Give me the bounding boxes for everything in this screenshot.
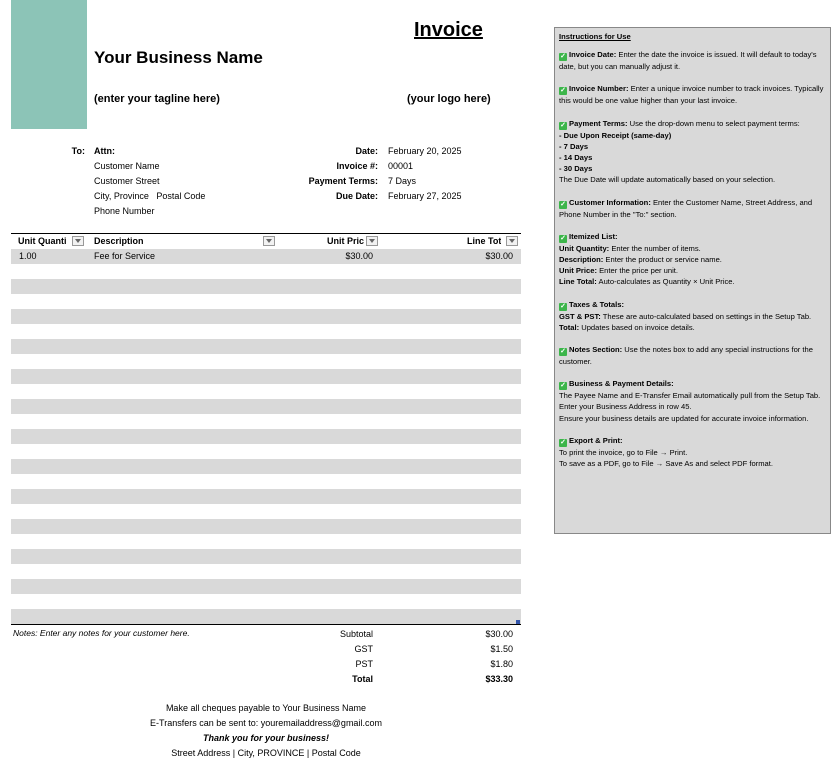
instr-heading: Notes Section: [569,345,623,355]
instr-customer-info [559,197,826,220]
export-line: To print the invoice, go to File → Print. [559,447,688,457]
date-label: Date: [355,146,378,156]
instr-notes [559,344,826,367]
item-val: Enter the number of items. [609,243,701,253]
itemized-line [559,265,826,276]
table-row-band[interactable] [11,429,521,444]
footer-thanks: Thank you for your business! [202,733,330,743]
item-key: Unit Quantity: [559,243,610,253]
tax-val: These are auto-calculated based on settings in the Setup Tab. [600,311,812,321]
tax-key: GST & PST: [559,311,601,321]
customer-city-cell[interactable]: City, Province Postal Code [94,191,206,201]
instr-export [559,435,826,469]
bill-to-block [94,144,205,219]
instr-body: Enter the Customer Name, Street Address, and Phone Number in the "To:" section. [559,197,813,219]
table-row-band[interactable] [11,579,521,594]
itemized-line [559,276,826,287]
table-row-band[interactable] [11,459,521,474]
table-resize-handle[interactable] [516,620,520,624]
row-description[interactable]: Fee for Service [94,251,156,261]
terms-option: - 7 Days [559,141,589,151]
instr-body: Use the notes box to add any special instructions for the customer. [559,345,813,367]
footer-cheques: Make all cheques payable to Your Business Name [165,703,367,713]
subtotal-value: $30.00 [485,629,513,639]
business-line: The Payee Name and E-Transfer Email automatically pull from the Setup Tab. Enter your Business Address in row 45. [559,391,821,412]
checkmark-icon: ✓ [560,438,566,446]
instructions-title: Instructions for Use [559,32,631,41]
meta-labels [280,144,378,204]
subtotal-label: Subtotal [339,629,373,639]
pst-value: $1.80 [490,659,513,669]
instr-body: Enter a unique invoice number to track invoices. Typically this would be one value higher than your last invoice. [559,84,824,106]
checkmark-icon: ✓ [560,348,566,356]
terms-note: The Due Date will update automatically based on your selection. [559,175,776,185]
instr-heading: Itemized List: [569,231,618,241]
instructions-panel [554,27,831,534]
item-key: Line Total: [559,277,597,287]
table-header [11,233,521,250]
totals-values [440,627,513,687]
filter-dropdown-icon[interactable] [506,236,518,246]
customer-phone-cell[interactable]: Phone Number [94,206,155,216]
gst-label: GST [354,644,373,654]
invoice-number-label: Invoice #: [336,161,378,171]
item-val: Enter the product or service name. [603,255,722,265]
due-date-cell: February 27, 2025 [388,191,462,201]
to-label: To: [71,146,85,156]
pst-label: PST [355,659,373,669]
table-row-band[interactable] [11,339,521,354]
tax-line [559,322,826,333]
filter-dropdown-icon[interactable] [263,236,275,246]
instr-heading: Invoice Number: [569,84,629,94]
checkmark-icon: ✓ [560,200,566,208]
instr-invoice-date [559,49,826,72]
total-label: Total [352,674,373,684]
brand-color-block [11,0,87,129]
footer [96,701,436,761]
item-val: Auto-calculates as Quantity × Unit Price. [596,277,735,287]
customer-street-cell[interactable]: Customer Street [94,176,160,186]
col-line-total: Line Tot [467,236,502,246]
instr-invoice-number [559,83,826,106]
checkmark-icon: ✓ [560,302,566,310]
table-row-band[interactable] [11,279,521,294]
col-unit-price: Unit Pric [327,236,365,246]
row-line-total: $30.00 [485,251,513,261]
table-bottom-border [11,624,521,625]
terms-option: - 30 Days [559,164,593,174]
terms-option: - Due Upon Receipt (same-day) [559,130,672,140]
instr-heading: Taxes & Totals: [569,299,624,309]
due-date-label: Due Date: [335,191,378,201]
instr-heading: Export & Print: [569,435,623,445]
date-cell[interactable]: February 20, 2025 [388,146,462,156]
business-name[interactable]: Your Business Name [94,48,263,67]
logo-placeholder[interactable]: (your logo here) [407,93,491,105]
footer-etransfer: E-Transfers can be sent to: youremailaddress@gmail.com [150,718,382,728]
gst-value: $1.50 [490,644,513,654]
totals-labels [300,627,373,687]
invoice-title: Invoice [414,19,483,41]
tax-key: Total: [559,322,580,332]
checkmark-icon: ✓ [560,234,566,242]
business-line: Ensure your business details are updated for accurate invoice information. [559,413,809,423]
itemized-line [559,243,826,254]
table-row-band[interactable] [11,549,521,564]
instr-heading: Invoice Date: [569,50,617,60]
customer-name-cell[interactable]: Customer Name [94,161,160,171]
instr-heading: Customer Information: [569,197,651,207]
instr-body: Use the drop-down menu to select payment terms: [629,118,800,128]
tagline[interactable]: (enter your tagline here) [94,93,220,105]
tax-line [559,311,826,322]
table-row-band[interactable] [11,519,521,534]
total-value: $33.30 [485,674,513,684]
checkmark-icon: ✓ [560,382,566,390]
checkmark-icon: ✓ [560,121,566,129]
instr-heading: Payment Terms: [569,118,628,128]
instr-taxes [559,299,826,333]
terms-option: - 14 Days [559,153,593,163]
instr-heading: Business & Payment Details: [569,379,674,389]
table-row-band[interactable] [11,489,521,504]
invoice-number-cell[interactable]: 00001 [388,161,414,171]
table-row-band[interactable] [11,609,521,624]
meta-values [388,144,462,204]
filter-dropdown-icon[interactable] [366,236,378,246]
footer-address: Street Address | City, PROVINCE | Postal Code [171,748,361,758]
instr-body: Enter the date the invoice is issued. It will default to today's date, but you can manually adjust it. [559,50,817,72]
payment-terms-label: Payment Terms: [308,176,378,186]
checkmark-icon: ✓ [560,53,566,61]
item-key: Description: [559,255,604,265]
tax-val: Updates based on invoice details. [579,322,695,332]
export-line: To save as a PDF, go to File → Save As and select PDF format. [559,459,773,469]
col-unit-quantity: Unit Quanti [18,236,67,246]
checkmark-icon: ✓ [560,87,566,95]
notes-cell[interactable]: Notes: Enter any notes for your customer here. [13,628,190,638]
attn-label: Attn: [94,146,115,156]
filter-dropdown-icon[interactable] [72,236,84,246]
instr-itemized [559,231,826,288]
instr-payment-terms [559,118,826,186]
row-unit-price[interactable]: $30.00 [345,251,373,261]
itemized-line [559,254,826,265]
table-row-band[interactable] [11,369,521,384]
payment-terms-cell[interactable]: 7 Days [388,176,417,186]
table-row-band[interactable] [11,399,521,414]
instr-business [559,378,826,424]
item-key: Unit Price: [559,266,597,276]
item-val: Enter the price per unit. [596,266,679,276]
col-description: Description [94,236,144,246]
table-row-band[interactable] [11,309,521,324]
row-quantity[interactable]: 1.00 [19,251,37,261]
